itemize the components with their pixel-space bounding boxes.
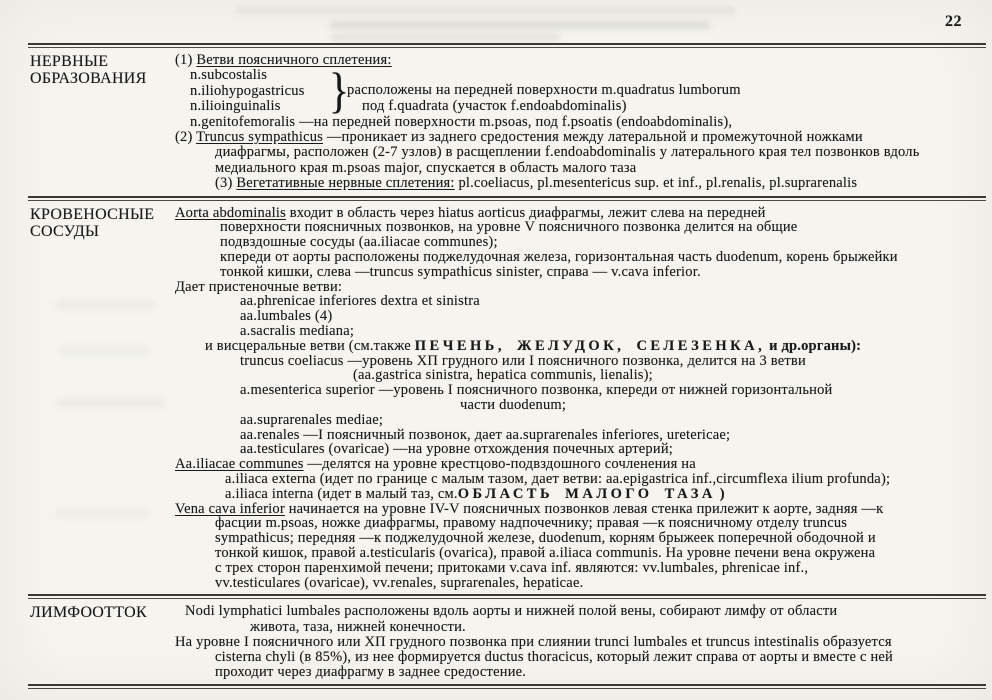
text-line: диафрагмы, расположен (2-7 узлов) в расщеплении f.endoabdominalis у латерального края тел позвонков вдоль [215, 144, 920, 161]
text-line: n.genitofemoralis —на передней поверхности m.psoas, под f.psoatis (endoabdominalis), [190, 113, 733, 130]
text-line [175, 502, 986, 517]
text-line: vv.testiculares (ovaricae), vv.renales, suprarenales, hepaticae. [215, 574, 584, 591]
section-label [28, 206, 175, 591]
line-text: начинается на уровне IV-V поясничных позвонков левая стенка прилежит к аорте, задняя —к [284, 500, 884, 517]
text-line: живота, таза, нижней конечности. [250, 618, 466, 635]
item-number: (2) [175, 129, 197, 146]
underlined-term: Vena cava inferior [175, 500, 285, 517]
text-line: части duodenum; [460, 397, 567, 414]
section-label-line: СОСУДЫ [30, 222, 100, 240]
line-text: —делятся на уровне крестцово-подвздошного сочленения на [303, 456, 696, 473]
bold-term: ) [715, 485, 725, 502]
brace-glyph: } [328, 62, 350, 119]
text-line: (aa.gastrica sinistra, hepatica communis, lienalis); [353, 367, 653, 384]
text-line: n.iliohypogastricus [190, 82, 305, 99]
text-line: aa.renales —I поясничный позвонок, дает aa.suprarenales inferiores, uretericae; [240, 426, 731, 443]
line-text: —проникает из заднего средостения между латеральной и промежуточной ножками [323, 129, 863, 146]
text-line: sympathicus; передняя —к поджелудочной железе, duodenum, корням брыжеек поперечной ободочной и [215, 530, 876, 547]
text-line: a.iliaca externa (идет по границе с малым тазом, дает ветви: aa.epigastrica inf.,circumflexa ilium profunda); [225, 471, 891, 487]
section-label-line: ЛИМФООТТОК [30, 604, 147, 622]
page-number: 22 [945, 13, 962, 30]
section-nervous-formations [0, 48, 992, 196]
text-line: фасции m.psoas, ножке диафрагмы, правому надпочечнику; правая —к поясничному отделу truncus [215, 515, 848, 532]
text-line [205, 339, 986, 354]
text-line: с трех сторон паренхимой печени; притоками v.cava inf. являются: vv.lumbales, phrenicae inf., [215, 559, 809, 576]
text-line [175, 53, 986, 68]
text-line: под f.quadrata (участок f.endoabdominalis) [362, 97, 627, 114]
item-number: (1) [175, 52, 197, 68]
text-line: a.mesenterica superior —уровень I поясничного позвонка, кпереди от нижней горизонтальной [240, 382, 833, 399]
text-line: aa.phrenicae inferiores dextra et sinistra [240, 293, 480, 310]
text-line [225, 487, 986, 502]
page-header [0, 0, 992, 43]
text-line: n.subcostalis [190, 67, 268, 84]
underlined-term: Aa.iliacae communes [175, 456, 304, 473]
section-label-line: КРОВЕНОСНЫЕ [30, 205, 155, 223]
text-line: a.sacralis mediana; [240, 323, 355, 340]
text-line [215, 176, 986, 191]
text-line: проходит через диафрагму в заднее средостение. [215, 664, 527, 681]
text-line: cisterna chyli (в 85%), из нее формируется ductus thoracicus, который лежит справа от аорты и вместе с ней [215, 648, 894, 665]
line-text: входит в область через hiatus aorticus диафрагмы, лежит слева на передней [285, 204, 766, 221]
nerve-brace-group [175, 62, 986, 119]
divider-rule [28, 684, 986, 689]
line-text: pl.coeliacus, pl.mesentericus sup. et inf., pl.renalis, pl.suprarenalis [454, 175, 858, 192]
text-line: n.ilioinguinalis [190, 98, 281, 115]
section-label [28, 604, 175, 680]
bold-term: ОБЛАСТЬ МАЛОГО ТАЗА [457, 485, 716, 502]
text-line: поверхности поясничных позвонков, на уровне V поясничного позвонка делится на общие [220, 219, 798, 236]
bold-term: и др.органы): [765, 337, 862, 354]
text-line: aa.lumbales (4) [240, 308, 333, 325]
text-line: расположены на передней поверхности m.quadratus lumborum [347, 82, 741, 99]
text-line: aa.testiculares (ovaricae) —на уровне отхождения почечных артерий; [240, 441, 674, 458]
line-text: a.iliaca interna (идет в малый таз, см. [225, 485, 458, 502]
section-content [175, 206, 988, 591]
section-label-line: НЕРВНЫЕ [30, 53, 109, 70]
text-line [175, 457, 986, 472]
underlined-term: Truncus sympathicus [196, 129, 324, 146]
section-blood-vessels [0, 201, 992, 595]
section-label-line: ОБРАЗОВАНИЯ [30, 70, 147, 87]
text-line: truncus coeliacus —уровень ХП грудного или I поясничного позвонка, делится на 3 ветви [240, 352, 806, 369]
brace-note [347, 83, 741, 114]
text-line: тонкой кишки, слева —truncus sympathicus sinister, справа — v.cava inferior. [220, 263, 701, 280]
text-line: На уровне I поясничного или ХП грудного позвонка при слиянии trunci lumbales et truncus intestinalis образуется [175, 633, 892, 650]
text-line: Nodi lymphatici lumbales расположены вдоль аорты и нижней полой вены, собирают лимфу от области [185, 603, 838, 620]
text-line: Дает пристеночные ветви: [175, 278, 343, 295]
underlined-term: Ветви поясничного сплетения: [196, 52, 392, 68]
section-content [175, 53, 988, 192]
section-content [175, 604, 988, 680]
line-text: и висцеральные ветви (см.также [205, 337, 415, 354]
text-line: медиального края m.psoas major, спускается в область малого таза [215, 159, 637, 176]
text-line: aa.suprarenales mediae; [240, 411, 384, 428]
text-line: подвздошные сосуды (aa.iliacae communes); [220, 234, 498, 251]
text-line [175, 206, 986, 221]
text-line [175, 130, 986, 145]
section-label [28, 53, 175, 192]
underlined-term: Вегетативные нервные сплетения: [236, 175, 455, 192]
bold-term: ПЕЧЕНЬ, ЖЕЛУДОК, СЕЛЕЗЕНКА, [414, 337, 766, 354]
item-number: (3) [215, 175, 237, 192]
underlined-term: Aorta abdominalis [175, 204, 286, 221]
section-lymph-drainage [0, 599, 992, 684]
text-line: кпереди от аорты расположены поджелудочная железа, горизонтальная часть duodenum, корень брыжейки [220, 249, 898, 266]
text-line: тонкой кишок, правой a.testicularis (ovarica), правой a.iliaca communis. На уровне печени вена окружена [215, 544, 876, 561]
